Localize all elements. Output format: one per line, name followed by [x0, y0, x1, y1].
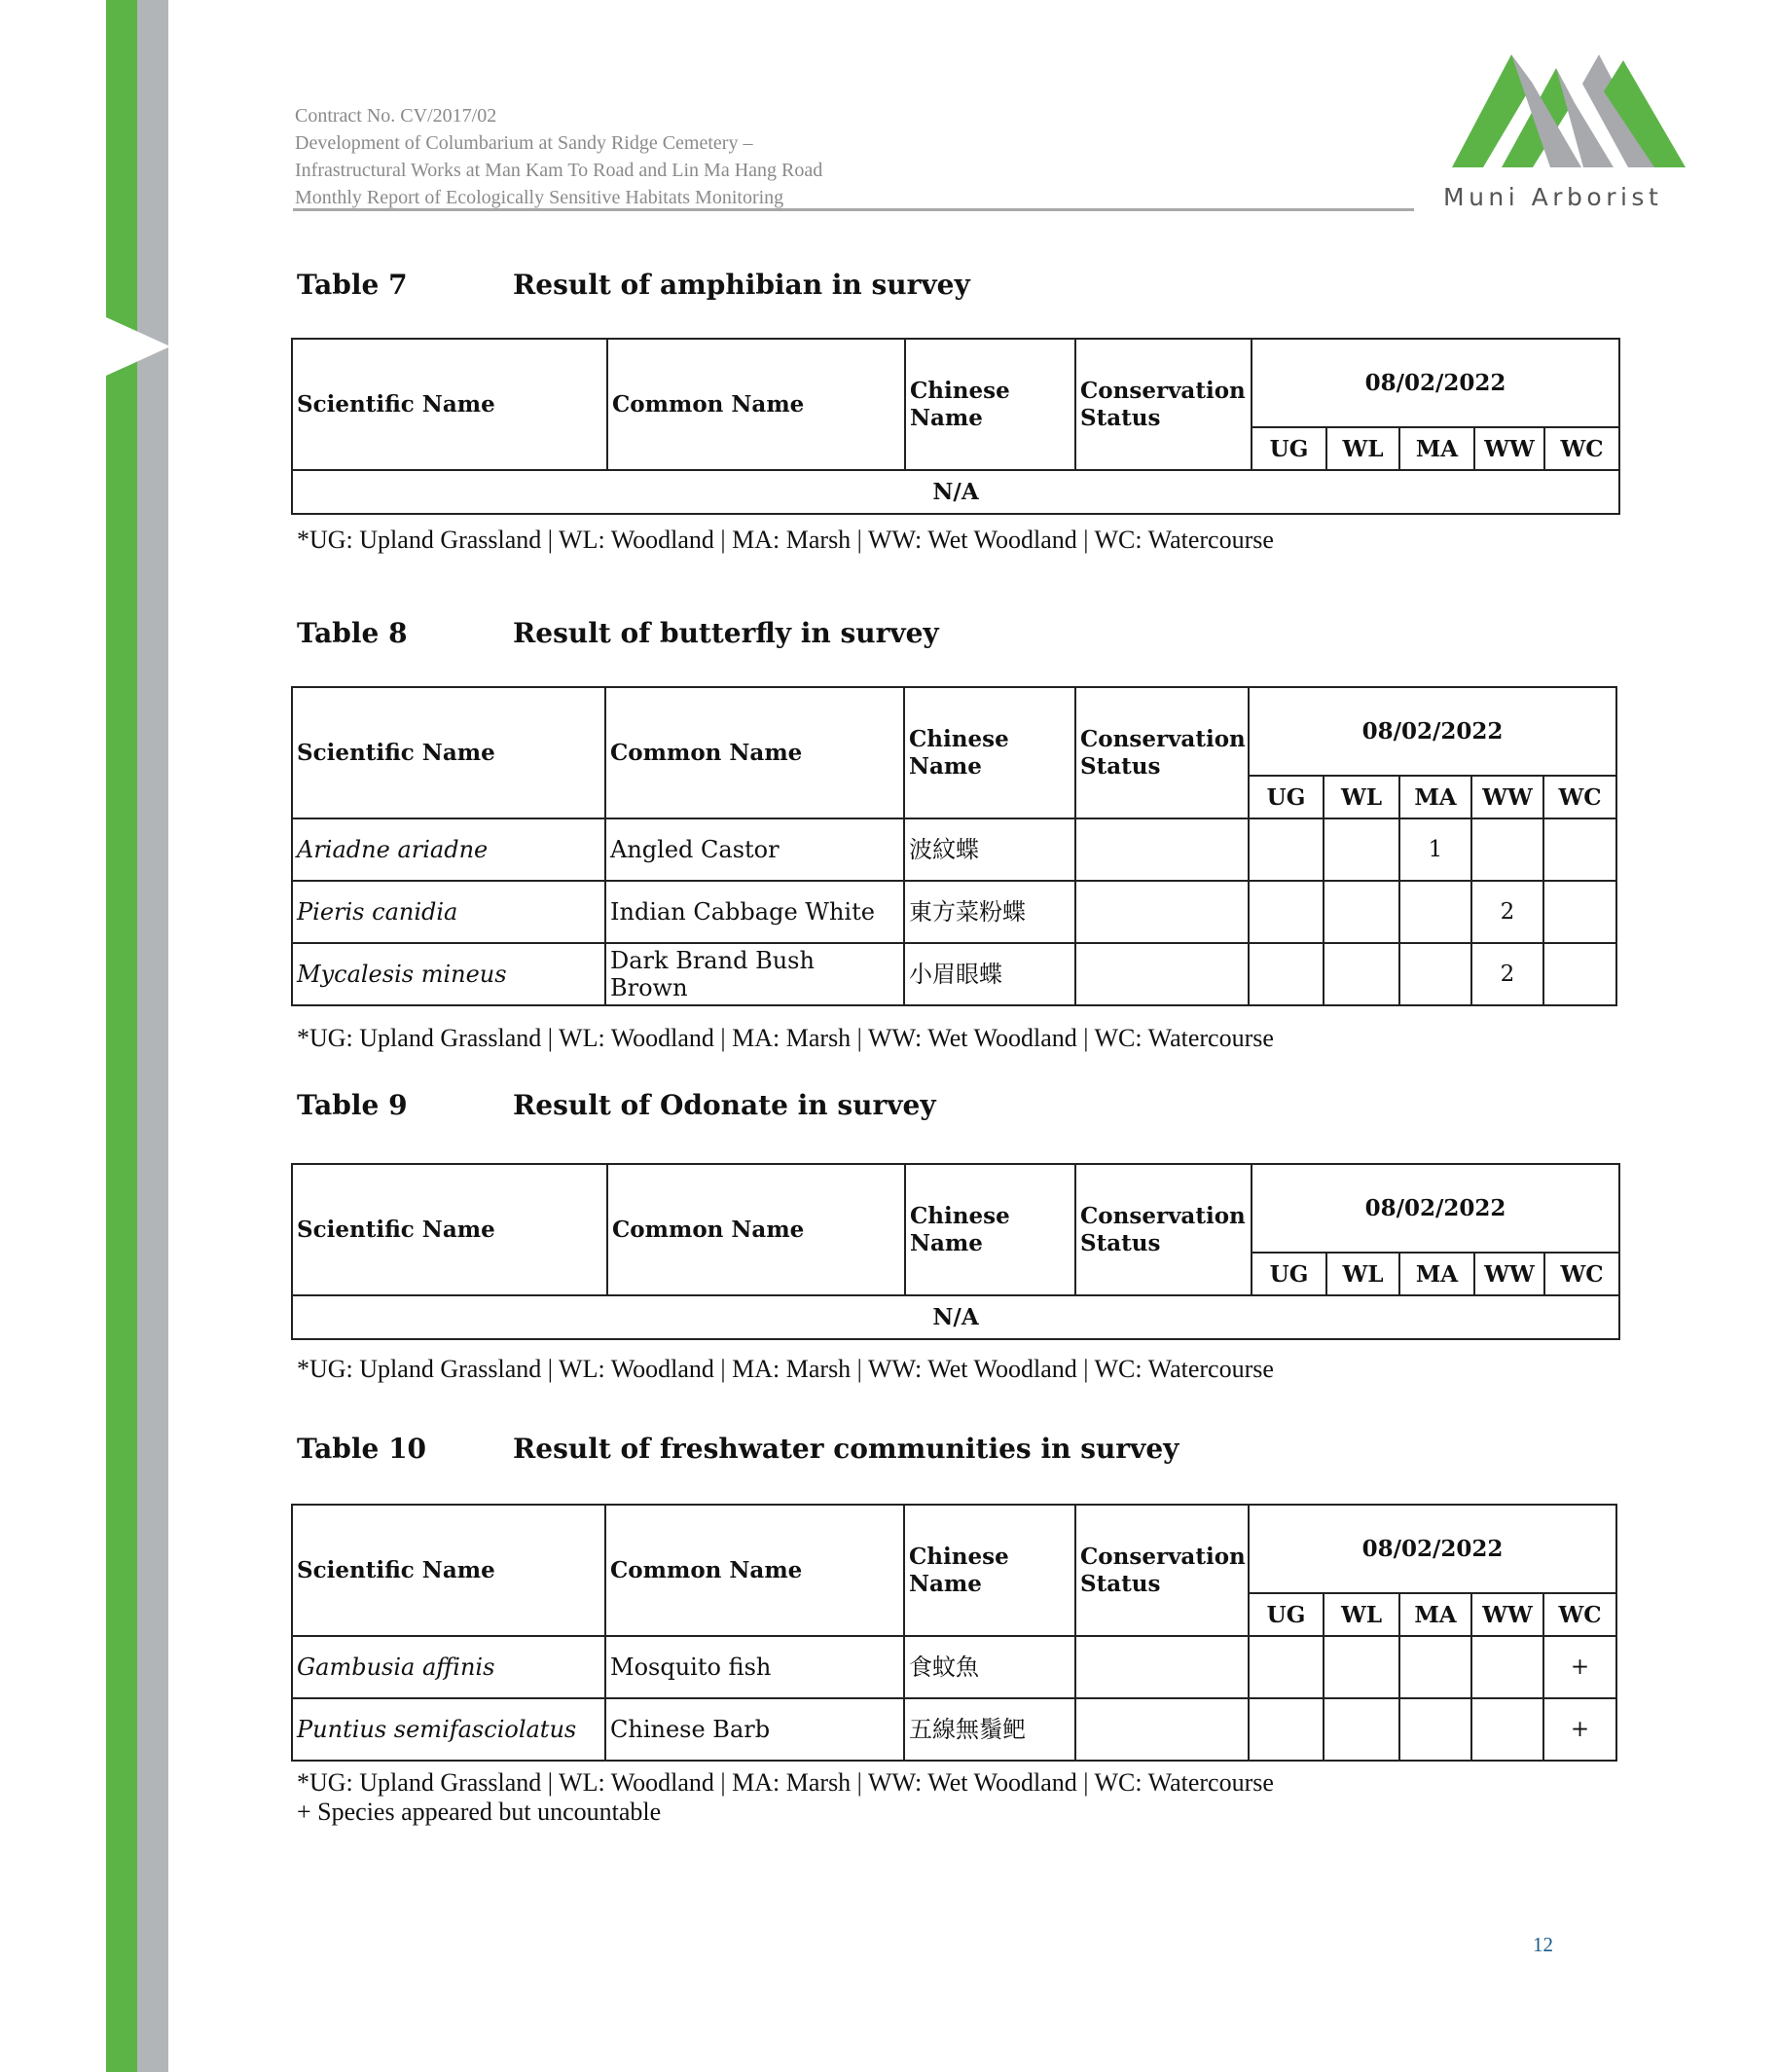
header-works-line: Infrastructural Works at Man Kam To Road and Lin Ma Hang Road	[295, 160, 823, 181]
scientific-name-cell: Ariadne ariadne	[292, 818, 605, 881]
count-ug-cell	[1249, 1698, 1324, 1761]
header-project-line: Development of Columbarium at Sandy Ridge Cemetery –	[295, 132, 753, 154]
table-9-title: Result of Odonate in survey	[513, 1089, 936, 1121]
common-name-cell: Chinese Barb	[605, 1698, 904, 1761]
common-name-cell: Dark Brand Bush Brown	[605, 943, 904, 1005]
count-ww-cell: 2	[1471, 881, 1543, 943]
col-header-conservation: Conservation Status	[1075, 1164, 1252, 1295]
table-7-empty-row: N/A	[292, 470, 1619, 514]
count-wl-cell	[1324, 1698, 1399, 1761]
col-header-conservation: Conservation Status	[1075, 339, 1252, 470]
col-header-chinese: Chinese Name	[904, 687, 1075, 818]
table-10-number: Table 10	[297, 1433, 427, 1465]
col-header-chinese: Chinese Name	[905, 1164, 1075, 1295]
col-header-ma: MA	[1399, 776, 1471, 818]
table-9-legend: *UG: Upland Grassland | WL: Woodland | MA: Marsh | WW: Wet Woodland | WC: Watercourse	[297, 1355, 1274, 1383]
count-wl-cell	[1324, 881, 1399, 943]
table-row	[292, 943, 1616, 1005]
table-10-title: Result of freshwater communities in survey	[513, 1433, 1179, 1465]
table-row	[292, 881, 1616, 943]
count-wl-cell	[1324, 1636, 1399, 1698]
col-header-ug: UG	[1252, 1253, 1326, 1295]
table-10-caption	[297, 1433, 1179, 1465]
uncountable-footnote: + Species appeared but uncountable	[297, 1798, 662, 1826]
count-ug-cell	[1249, 943, 1324, 1005]
count-wc-cell: +	[1543, 1636, 1616, 1698]
table-8-title: Result of butterfly in survey	[513, 617, 939, 649]
document-header	[295, 102, 1414, 211]
count-ww-cell: 2	[1471, 943, 1543, 1005]
col-header-ww: WW	[1474, 427, 1544, 470]
count-wc-cell	[1543, 818, 1616, 881]
count-ma-cell	[1399, 943, 1471, 1005]
col-header-common: Common Name	[605, 687, 904, 818]
count-ug-cell	[1249, 818, 1324, 881]
col-header-date: 08/02/2022	[1252, 1164, 1619, 1253]
conservation-status-cell	[1075, 943, 1249, 1005]
table-8	[291, 686, 1617, 1006]
scientific-name-cell: Pieris canidia	[292, 881, 605, 943]
table-9-empty-row: N/A	[292, 1295, 1619, 1339]
col-header-wc: WC	[1544, 427, 1619, 470]
col-header-wl: WL	[1326, 1253, 1399, 1295]
side-stripe-green	[106, 0, 137, 2072]
table-8-caption	[297, 617, 939, 649]
col-header-date: 08/02/2022	[1249, 1505, 1616, 1593]
count-ug-cell	[1249, 1636, 1324, 1698]
page-number: 12	[1533, 1933, 1553, 1956]
col-header-wl: WL	[1326, 427, 1399, 470]
side-stripe-notch	[106, 317, 170, 376]
scientific-name-cell: Gambusia affinis	[292, 1636, 605, 1698]
col-header-wc: WC	[1543, 1593, 1616, 1636]
table-9-caption	[297, 1089, 936, 1121]
col-header-wc: WC	[1543, 776, 1616, 818]
table-7	[291, 338, 1620, 515]
conservation-status-cell	[1075, 1636, 1249, 1698]
col-header-scientific: Scientific Name	[292, 1505, 605, 1636]
count-ww-cell	[1471, 818, 1543, 881]
col-header-ww: WW	[1471, 776, 1543, 818]
col-header-ug: UG	[1249, 776, 1324, 818]
table-row	[292, 1636, 1616, 1698]
logo-wordmark: Muni Arborist	[1443, 183, 1663, 211]
common-name-cell: Mosquito fish	[605, 1636, 904, 1698]
col-header-date: 08/02/2022	[1252, 339, 1619, 427]
col-header-ww: WW	[1474, 1253, 1544, 1295]
conservation-status-cell	[1075, 881, 1249, 943]
side-stripe-grey	[137, 0, 168, 2072]
count-wc-cell	[1543, 881, 1616, 943]
habitat-legend: *UG: Upland Grassland | WL: Woodland | MA: Marsh | WW: Wet Woodland | WC: Watercourse	[297, 1768, 1274, 1797]
col-header-chinese: Chinese Name	[905, 339, 1075, 470]
col-header-date: 08/02/2022	[1249, 687, 1616, 776]
col-header-ma: MA	[1399, 1593, 1471, 1636]
header-rule	[293, 208, 1414, 211]
table-10-legend	[297, 1768, 1274, 1827]
table-row	[292, 818, 1616, 881]
col-header-scientific: Scientific Name	[292, 339, 607, 470]
count-ww-cell	[1471, 1636, 1543, 1698]
col-header-wl: WL	[1324, 776, 1399, 818]
count-wl-cell	[1324, 818, 1399, 881]
chinese-name-cell: 小眉眼蝶	[904, 943, 1075, 1005]
col-header-scientific: Scientific Name	[292, 1164, 607, 1295]
col-header-ma: MA	[1399, 1253, 1474, 1295]
table-10	[291, 1504, 1617, 1762]
count-wc-cell: +	[1543, 1698, 1616, 1761]
header-contract-line: Contract No. CV/2017/02	[295, 105, 497, 127]
col-header-ug: UG	[1249, 1593, 1324, 1636]
col-header-ma: MA	[1399, 427, 1474, 470]
col-header-chinese: Chinese Name	[904, 1505, 1075, 1636]
scientific-name-cell: Mycalesis mineus	[292, 943, 605, 1005]
count-wc-cell	[1543, 943, 1616, 1005]
count-ma-cell	[1399, 1698, 1471, 1761]
count-ug-cell	[1249, 881, 1324, 943]
header-report-line: Monthly Report of Ecologically Sensitive Habitats Monitoring	[295, 187, 784, 208]
table-row	[292, 1698, 1616, 1761]
count-ma-cell	[1399, 881, 1471, 943]
count-ww-cell	[1471, 1698, 1543, 1761]
conservation-status-cell	[1075, 818, 1249, 881]
table-7-legend: *UG: Upland Grassland | WL: Woodland | MA: Marsh | WW: Wet Woodland | WC: Watercourse	[297, 526, 1274, 554]
table-7-title: Result of amphibian in survey	[513, 269, 970, 301]
count-ma-cell	[1399, 1636, 1471, 1698]
conservation-status-cell	[1075, 1698, 1249, 1761]
table-8-number: Table 8	[297, 617, 408, 649]
col-header-conservation: Conservation Status	[1075, 1505, 1249, 1636]
chinese-name-cell: 波紋蝶	[904, 818, 1075, 881]
table-8-legend: *UG: Upland Grassland | WL: Woodland | MA: Marsh | WW: Wet Woodland | WC: Watercourse	[297, 1024, 1274, 1052]
col-header-ww: WW	[1471, 1593, 1543, 1636]
common-name-cell: Indian Cabbage White	[605, 881, 904, 943]
chinese-name-cell: 東方菜粉蝶	[904, 881, 1075, 943]
count-wl-cell	[1324, 943, 1399, 1005]
table-9-number: Table 9	[297, 1089, 408, 1121]
col-header-conservation: Conservation Status	[1075, 687, 1249, 818]
scientific-name-cell: Puntius semifasciolatus	[292, 1698, 605, 1761]
col-header-common: Common Name	[605, 1505, 904, 1636]
table-9	[291, 1163, 1620, 1340]
table-7-caption	[297, 269, 970, 301]
col-header-ug: UG	[1252, 427, 1326, 470]
common-name-cell: Angled Castor	[605, 818, 904, 881]
table-7-number: Table 7	[297, 269, 408, 301]
col-header-wc: WC	[1544, 1253, 1619, 1295]
col-header-common: Common Name	[607, 339, 905, 470]
col-header-wl: WL	[1324, 1593, 1399, 1636]
chinese-name-cell: 五線無鬚鲃	[904, 1698, 1075, 1761]
col-header-common: Common Name	[607, 1164, 905, 1295]
count-ma-cell: 1	[1399, 818, 1471, 881]
chinese-name-cell: 食蚊魚	[904, 1636, 1075, 1698]
col-header-scientific: Scientific Name	[292, 687, 605, 818]
